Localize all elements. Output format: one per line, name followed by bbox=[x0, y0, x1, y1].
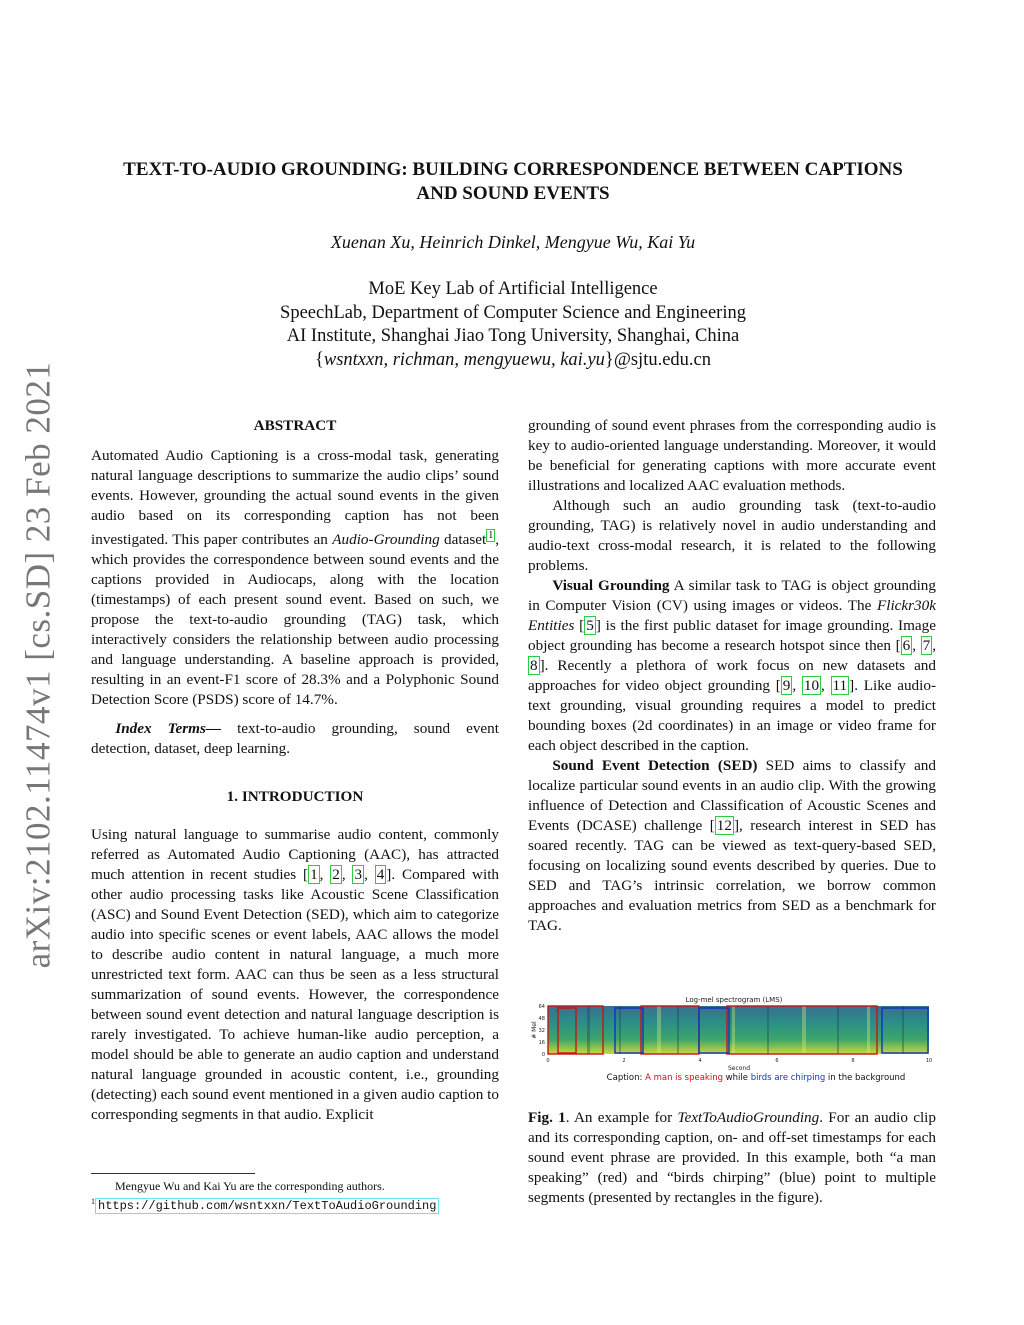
related-problems-paragraph: Although such an audio grounding task (text-to-audio grounding, TAG) is relatively novel in audio understanding and audio-text cross-modal research, it is related to the following problems. bbox=[528, 497, 936, 574]
affiliation-line-3: AI Institute, Shanghai Jiao Tong University, Shanghai, China bbox=[286, 326, 740, 346]
spectrogram-figure bbox=[527, 996, 937, 1088]
x-tick-labels bbox=[546, 1058, 932, 1064]
citation-9[interactable]: 9 bbox=[782, 677, 791, 694]
email-brace-close: } bbox=[604, 349, 614, 370]
spectrogram-image bbox=[548, 1006, 929, 1054]
figure-caption-line: Caption: A man is speaking while birds are chirping in the background bbox=[606, 1073, 906, 1083]
citation-12[interactable]: 12 bbox=[716, 817, 732, 834]
phrase-man-speaking: A man is speaking bbox=[645, 1073, 723, 1083]
arxiv-identifier-text: arXiv:2102.11474v1 [cs.SD] 23 Feb 2021 bbox=[18, 361, 58, 969]
x-axis-label: Second bbox=[727, 1065, 751, 1072]
email-line bbox=[90, 349, 936, 373]
citation-6[interactable]: 6 bbox=[902, 637, 911, 654]
footnotes bbox=[91, 1178, 511, 1214]
footnote-link[interactable]: 1 bbox=[488, 530, 494, 541]
citation-4[interactable]: 4 bbox=[376, 866, 385, 884]
x-tick-10: 10 bbox=[925, 1058, 933, 1064]
arxiv-identifier bbox=[16, 360, 60, 970]
citation-7[interactable]: 7 bbox=[922, 637, 931, 654]
figure-1-caption: Fig. 1. An example for TextToAudioGrounding. For an audio clip and its corresponding caption, on- and off-set timestamps for each sound event phrase are provided. In this example, both “a man speaking” (red) and “birds chirping” (blue) point to multiple segments (presented by rectangles in the figure). bbox=[528, 1109, 937, 1206]
y-tick-64: 64 bbox=[538, 1004, 545, 1010]
corresponding-authors-note: Mengyue Wu and Kai Yu are the corresponding authors. bbox=[115, 1179, 385, 1193]
y-tick-labels bbox=[539, 1004, 545, 1058]
footnote-url-line: $^1$ https://github.com/wsntxxn/TextToAudioGrounding bbox=[91, 1194, 511, 1214]
intro-heading: 1. INTRODUCTION bbox=[226, 788, 364, 806]
y-tick-48: 48 bbox=[538, 1016, 545, 1022]
left-column bbox=[91, 416, 499, 1125]
authors: Xuenan Xu, Heinrich Dinkel, Mengyue Wu, Kai Yu bbox=[330, 232, 696, 252]
footnote-rule bbox=[91, 1173, 255, 1174]
citation-3[interactable]: 3 bbox=[354, 866, 363, 884]
visual-grounding-label: Visual Grounding bbox=[552, 577, 670, 594]
y-axis-label: # Mel bbox=[531, 1021, 538, 1039]
dataset-name: Audio-Grounding bbox=[332, 531, 440, 549]
citation-5[interactable]: 5 bbox=[586, 617, 594, 634]
index-terms-label: Index Terms— bbox=[115, 720, 222, 738]
figure-label: Fig. 1 bbox=[528, 1109, 566, 1126]
sed-label: Sound Event Detection (SED) bbox=[552, 757, 758, 774]
x-tick-4: 4 bbox=[698, 1058, 702, 1064]
email-domain: @sjtu.edu.cn bbox=[613, 349, 712, 370]
grounding-paragraph: grounding of sound event phrases from the corresponding audio is key to audio-oriented language understanding. Moreover, it would be beneficial for generating captions with more accurate event illustrations and localized AAC evaluation methods. bbox=[528, 417, 936, 494]
phrase-birds-chirping: birds are chirping bbox=[750, 1073, 826, 1083]
x-tick-2: 2 bbox=[622, 1058, 626, 1064]
paper-title bbox=[90, 158, 936, 206]
x-tick-8: 8 bbox=[851, 1058, 855, 1064]
title-line-1: TEXT-TO-AUDIO GROUNDING: BUILDING CORRESPONDENCE BETWEEN CAPTIONS bbox=[123, 159, 903, 180]
title-line-2: AND SOUND EVENTS bbox=[416, 183, 610, 204]
sed-paragraph: Sound Event Detection (SED) SED aims to classify and localize particular sound events in an audio clip. With the growing influence of Detection and Classification of Acoustic Scenes and Events (DCASE) challenge [ 12 ], research interest in SED has soared recently. TAG can be viewed as text-query-based SED, focusing on localizing sound events described by queries. Due to SED and TAG’s intrinsic correlation, we borrow common approaches and evaluation metrics from SED as a benchmark for TAG. bbox=[528, 757, 937, 934]
citation-8[interactable]: 8 bbox=[530, 657, 538, 674]
y-tick-0: 0 bbox=[541, 1052, 545, 1058]
affiliation bbox=[90, 278, 936, 372]
x-tick-6: 6 bbox=[775, 1058, 779, 1064]
y-tick-16: 16 bbox=[538, 1040, 545, 1046]
right-column bbox=[528, 416, 936, 936]
x-tick-0: 0 bbox=[546, 1058, 550, 1064]
figure-1 bbox=[527, 996, 937, 1088]
affiliation-line-2: SpeechLab, Department of Computer Science and Engineering bbox=[280, 302, 746, 323]
email-brace-open: { bbox=[314, 349, 324, 370]
plot-title: Log-mel spectrogram (LMS) bbox=[685, 996, 783, 1004]
intro-paragraph: Using natural language to summarise audio content, commonly referred as Automated Audio Captioning (AAC), has attracted much attention in recent studies [ 1 , 2 , 3 , 4 ]. Compared with other audio processing tasks like Acoustic Scene Classification (ASC) and Sound Event Detection (SED), which aim to categorize audio into specific scenes or event labels, AAC allows the model to describe audio content in natural language, a much more unrestricted text form. AAC can thus be seen as a less structural summarization of sound events. However, the correspondence between sound event detection and natural language description is rarely investigated. To achieve human-like audio perception, a model should be able to generate an audio caption and understand natural language grounded in acoustic content, i.e., grounding (detecting) each sound event mentioned in a given audio caption to corresponding segments in that audio. Explicit bbox=[91, 826, 500, 1124]
citation-1[interactable]: 1 bbox=[310, 866, 318, 884]
visual-grounding-paragraph: Visual Grounding A similar task to TAG is object grounding in Computer Vision (CV) using images or videos. The Flickr30k Entities [ 5 ] is the first public dataset for image grounding. Image object grounding has become a research hotspot since then [ 6 , 7 , 8 ]. Recently a plethora of work focus on new datasets and approaches for video object grounding [ 9 , 10 , 11 ]. Like audio-text grounding, visual grounding requires a model to predict bounding boxes (2d coordinates) in an image or video frame for each object described in the caption. bbox=[528, 577, 937, 754]
y-tick-32: 32 bbox=[538, 1028, 545, 1034]
citation-10[interactable]: 10 bbox=[803, 677, 820, 694]
citation-11[interactable]: 11 bbox=[832, 677, 848, 694]
github-link[interactable]: https://github.com/wsntxxn/TextToAudioGrounding bbox=[95, 1198, 439, 1214]
citation-2[interactable]: 2 bbox=[332, 866, 340, 884]
affiliation-line-1: MoE Key Lab of Artificial Intelligence bbox=[368, 279, 658, 299]
abstract-text: Automated Audio Captioning is a cross-modal task, generating natural language descriptions to summarize the audio clips’ sound events. However, grounding the actual sound events in the given audio based on its corresponding caption has not been investigated. This paper contributes an Audio-Grounding dataset $^1$ , which provides the correspondence between sound events and the captions provided in Audiocaps, along with the location (timestamps) of each present sound event. Based on such, we propose the text-to-audio grounding (TAG) task, which interactively considers the relationship between audio processing and language understanding. A baseline approach is provided, resulting in an event-F1 score of 28.3% and a Polyphonic Sound Detection Score (PSDS) score of 14.7%. bbox=[91, 447, 499, 709]
index-terms: Index Terms— text-to-audio grounding, sound event detection, dataset, deep learning. bbox=[91, 720, 499, 758]
abstract-heading: ABSTRACT bbox=[253, 417, 337, 434]
email-names: wsntxxn, richman, mengyuewu, kai.yu bbox=[323, 349, 605, 370]
